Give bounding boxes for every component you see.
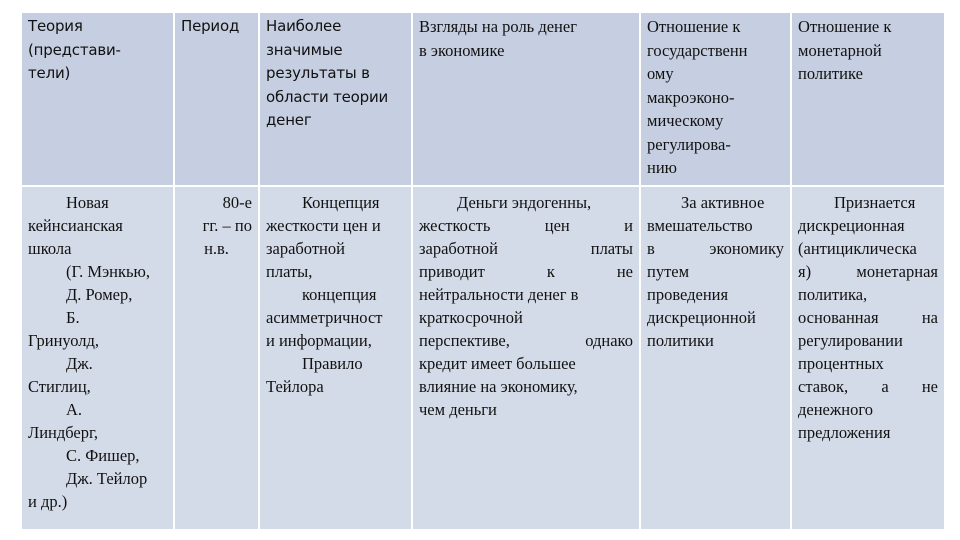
cell-money-role-line: кредит имеет большее — [419, 354, 576, 373]
cell-results-line: Правило — [302, 354, 363, 373]
word: в — [647, 239, 655, 258]
header-money-role-line: в экономике — [419, 40, 505, 60]
word: на — [921, 308, 938, 327]
cell-theory-line: Д. Ромер, — [66, 285, 133, 304]
word: основанная — [798, 308, 879, 327]
cell-monetary-policy-line: политика, — [798, 285, 868, 304]
header-theory-line: (представи- — [28, 40, 121, 59]
cell-monetary-policy-line: процентных — [798, 354, 884, 373]
word: однако — [585, 331, 633, 350]
cell-monetary-policy-line — [798, 375, 938, 398]
cell-theory-line: Дж. Тейлор — [66, 469, 148, 488]
cell-monetary-policy-line — [798, 260, 938, 283]
cell-theory-line: Новая — [66, 193, 109, 212]
word: жесткость — [419, 216, 491, 235]
header-state-regulation-line: нию — [647, 158, 677, 177]
cell-theory-line: (Г. Мэнкью, — [66, 262, 150, 281]
word: монетарная — [856, 262, 938, 281]
cell-period-line: 80-е — [222, 193, 252, 212]
cell-theory — [22, 186, 174, 529]
cell-money-role-line — [419, 329, 633, 352]
cell-results — [259, 186, 412, 529]
header-money-role — [412, 13, 640, 186]
cell-monetary-policy-line: Признается — [834, 193, 916, 212]
header-state-regulation-line: мическому — [647, 111, 724, 130]
word: приводит — [419, 262, 485, 281]
table-header-row — [22, 13, 944, 186]
word: заработной — [419, 239, 498, 258]
theory-table-container — [22, 13, 944, 529]
header-results — [259, 13, 412, 186]
word: не — [616, 262, 633, 281]
cell-results-line: жесткости цен и — [266, 216, 381, 235]
cell-results-line: платы, — [266, 262, 313, 281]
cell-theory-line: кейнсианская — [28, 216, 123, 235]
cell-money-role-line — [419, 214, 633, 237]
cell-theory-line: С. Фишер, — [66, 446, 140, 465]
cell-state-regulation-line: проведения — [647, 285, 729, 304]
cell-theory-line: и др.) — [28, 492, 68, 511]
cell-money-role-line: нейтральности денег в — [419, 285, 579, 304]
cell-theory-line: школа — [28, 239, 72, 258]
cell-money-role — [412, 186, 640, 529]
header-monetary-policy-line: политике — [798, 64, 863, 83]
word: и — [624, 216, 633, 235]
cell-money-role-line: краткосрочной — [419, 308, 523, 327]
word: платы — [590, 239, 633, 258]
cell-monetary-policy-line: денежного — [798, 400, 873, 419]
header-state-regulation-line: Отношение к — [647, 17, 741, 36]
header-results-line: Наиболее — [266, 17, 342, 35]
cell-state-regulation-line: За активное — [681, 193, 765, 212]
word: а — [881, 377, 889, 396]
cell-money-role-line: чем деньги — [419, 400, 497, 419]
header-state-regulation-line: ому — [647, 64, 674, 83]
cell-theory-line: Гринуолд, — [28, 331, 100, 350]
cell-period — [174, 186, 259, 529]
cell-theory-line: Дж. — [66, 354, 93, 373]
cell-state-regulation — [640, 186, 791, 529]
cell-money-role-line: влияние на экономику, — [419, 377, 578, 396]
word: цен — [544, 216, 570, 235]
cell-monetary-policy-line: регулировании — [798, 331, 903, 350]
header-results-line: области теории — [266, 87, 389, 106]
cell-state-regulation-line: дискреционной — [647, 308, 756, 327]
header-monetary-policy — [791, 13, 944, 186]
word: экономику — [709, 239, 784, 258]
header-results-line: результаты в — [266, 64, 370, 82]
cell-results-line: и информации, — [266, 331, 372, 350]
cell-monetary-policy-line: дискреционная — [798, 216, 905, 235]
cell-theory-line: Линдберг, — [28, 423, 99, 442]
cell-monetary-policy-line — [798, 306, 938, 329]
header-state-regulation-line: государственн — [647, 40, 748, 60]
word: перспективе, — [419, 331, 510, 350]
cell-monetary-policy-line: предложения — [798, 423, 891, 442]
cell-money-role-line — [419, 237, 633, 260]
cell-state-regulation-line — [647, 237, 784, 260]
cell-monetary-policy — [791, 186, 944, 529]
word: не — [921, 377, 938, 396]
monetary-theories-table — [22, 13, 944, 529]
cell-state-regulation-line: политики — [647, 331, 714, 350]
cell-results-line: Концепция — [302, 193, 380, 212]
cell-results-line: асимметричност — [266, 308, 383, 327]
header-monetary-policy-line: монетарной — [798, 40, 882, 60]
cell-theory-line: Стиглиц, — [28, 377, 91, 396]
header-theory-line: Теория — [28, 17, 83, 35]
word: ставок, — [798, 377, 849, 396]
cell-money-role-line: Деньги эндогенны, — [457, 193, 592, 212]
header-theory-line: тели) — [28, 64, 71, 82]
cell-period-line: н.в. — [204, 239, 229, 258]
header-state-regulation-line: макроэконо- — [647, 87, 735, 107]
header-period-line: Период — [181, 17, 240, 35]
header-results-line: денег — [266, 111, 312, 129]
cell-period-line: гг. – по — [202, 216, 252, 235]
cell-monetary-policy-line: (антициклическа — [798, 239, 917, 258]
cell-theory-line: Б. — [66, 308, 80, 327]
cell-results-line: заработной — [266, 239, 345, 258]
cell-theory-line: А. — [66, 400, 83, 419]
cell-state-regulation-line: путем — [647, 262, 690, 281]
header-state-regulation-line: регулирова- — [647, 134, 731, 154]
header-money-role-line: Взгляды на роль денег — [419, 17, 577, 36]
header-period — [174, 13, 259, 186]
word: к — [546, 262, 555, 281]
header-state-regulation — [640, 13, 791, 186]
cell-money-role-line — [419, 260, 633, 283]
cell-results-line: концепция — [302, 285, 377, 304]
word: я) — [798, 262, 812, 281]
header-results-line: значимые — [266, 40, 343, 59]
header-theory — [22, 13, 174, 186]
header-monetary-policy-line: Отношение к — [798, 17, 892, 36]
cell-state-regulation-line: вмешательство — [647, 216, 753, 235]
table-row — [22, 186, 944, 529]
cell-results-line: Тейлора — [266, 377, 324, 396]
